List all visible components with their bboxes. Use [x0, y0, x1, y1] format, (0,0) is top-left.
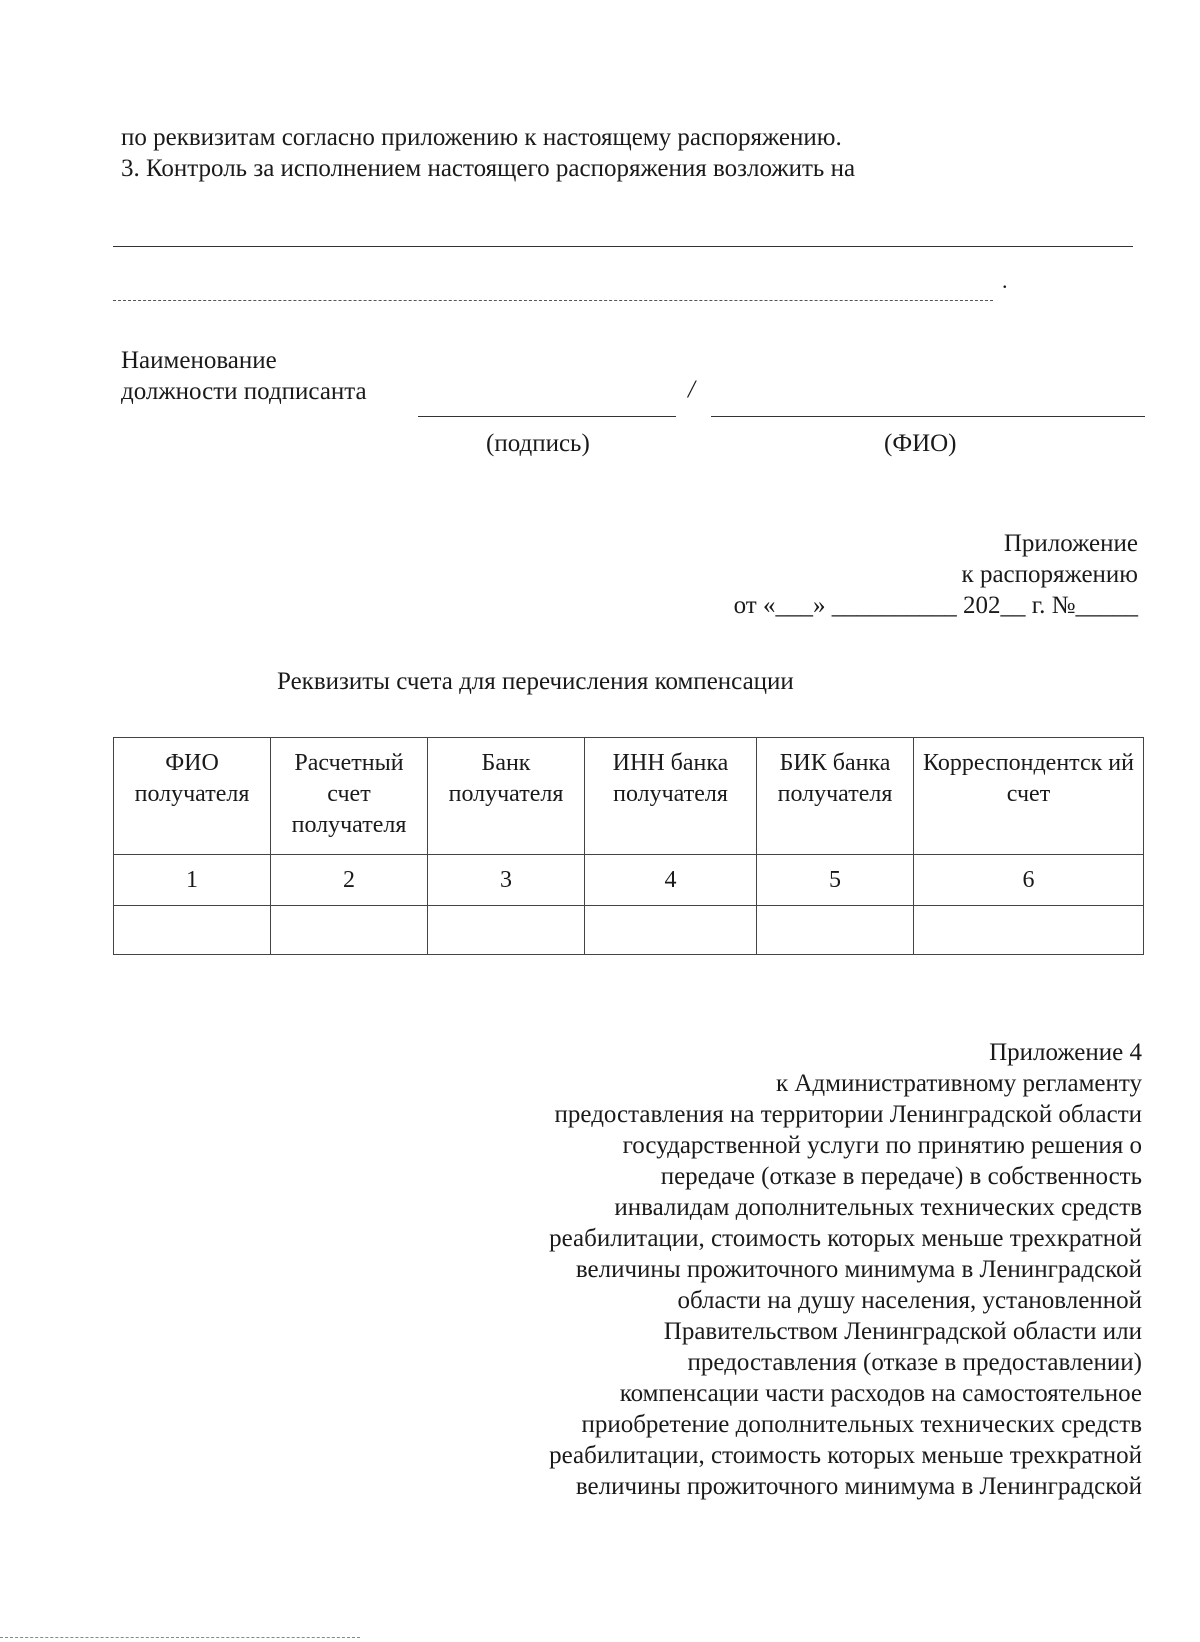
appendix-4-line: Правительством Ленинградской области или: [663, 1318, 1142, 1345]
empty-cell: [585, 906, 757, 955]
appendix-4-line: предоставления (отказе в предоставлении): [687, 1349, 1142, 1376]
appendix-4-line: государственной услуги по принятию решения о: [622, 1132, 1142, 1159]
header-cell: ИНН банка получателя: [585, 738, 757, 855]
appendix-4-line: передаче (отказе в передаче) в собственность: [660, 1163, 1142, 1190]
appendix-4-line: величины прожиточного минимума в Ленинградской: [575, 1256, 1142, 1283]
empty-cell: [271, 906, 428, 955]
number-cell: 1: [114, 855, 271, 906]
appendix-4-line: компенсации части расходов на самостоятельное: [619, 1380, 1142, 1407]
number-cell: 6: [914, 855, 1144, 906]
fio-caption: (ФИО): [884, 430, 957, 457]
fill-in-line-2: [113, 300, 993, 301]
empty-cell: [114, 906, 271, 955]
requisites-table: [113, 737, 1144, 955]
signer-title: [121, 345, 367, 407]
signature-caption: (подпись): [486, 430, 590, 457]
page-bottom-rule: [0, 1637, 360, 1638]
appendix-line-1: Приложение: [1003, 530, 1138, 557]
appendix-line-3: от «___» __________ 202__ г. №_____: [733, 592, 1138, 619]
empty-cell: [914, 906, 1144, 955]
appendix-4-line: приобретение дополнительных технических средств: [581, 1411, 1142, 1438]
appendix-4-line: Приложение 4: [989, 1039, 1142, 1066]
empty-cell: [428, 906, 585, 955]
fill-in-line-1: [113, 246, 1133, 247]
appendix-line-2: к распоряжению: [961, 561, 1138, 588]
number-cell: 2: [271, 855, 428, 906]
table-header-row: [114, 738, 1144, 855]
appendix-4-line: величины прожиточного минимума в Ленинградской: [575, 1473, 1142, 1500]
appendix-4-line: к Административному регламенту: [775, 1070, 1142, 1097]
appendix-4-line: области на душу населения, установленной: [677, 1287, 1142, 1314]
header-cell: Банк получателя: [428, 738, 585, 855]
number-cell: 5: [757, 855, 914, 906]
appendix-4-line: предоставления на территории Ленинградской области: [554, 1101, 1142, 1128]
intro-line-1: по реквизитам согласно приложению к настоящему распоряжению.: [121, 124, 842, 151]
number-cell: 3: [428, 855, 585, 906]
signer-title-line-2: должности подписанта: [121, 378, 367, 405]
appendix-4-line: инвалидам дополнительных технических средств: [614, 1194, 1142, 1221]
header-cell: ФИО получателя: [114, 738, 271, 855]
appendix-header: [438, 528, 1138, 621]
table-number-row: [114, 855, 1144, 906]
number-cell: 4: [585, 855, 757, 906]
header-cell: БИК банка получателя: [757, 738, 914, 855]
header-cell: Расчетный счет получателя: [271, 738, 428, 855]
signature-line: [418, 416, 676, 417]
fio-line: [711, 416, 1145, 417]
intro-line-2: 3. Контроль за исполнением настоящего распоряжения возложить на: [121, 155, 856, 182]
intro-paragraph: [121, 122, 855, 184]
empty-cell: [757, 906, 914, 955]
appendix-4-header: [382, 1037, 1142, 1502]
table-title: Реквизиты счета для перечисления компенсации: [277, 668, 794, 695]
signer-title-line-1: Наименование: [121, 347, 277, 374]
appendix-4-line: реабилитации, стоимость которых меньше трехкратной: [549, 1442, 1142, 1469]
signature-separator: /: [688, 376, 695, 403]
appendix-4-line: реабилитации, стоимость которых меньше трехкратной: [549, 1225, 1142, 1252]
header-cell: Корреспондентск ий счет: [914, 738, 1144, 855]
table-empty-row: [114, 906, 1144, 955]
period-mark: .: [1002, 268, 1008, 293]
